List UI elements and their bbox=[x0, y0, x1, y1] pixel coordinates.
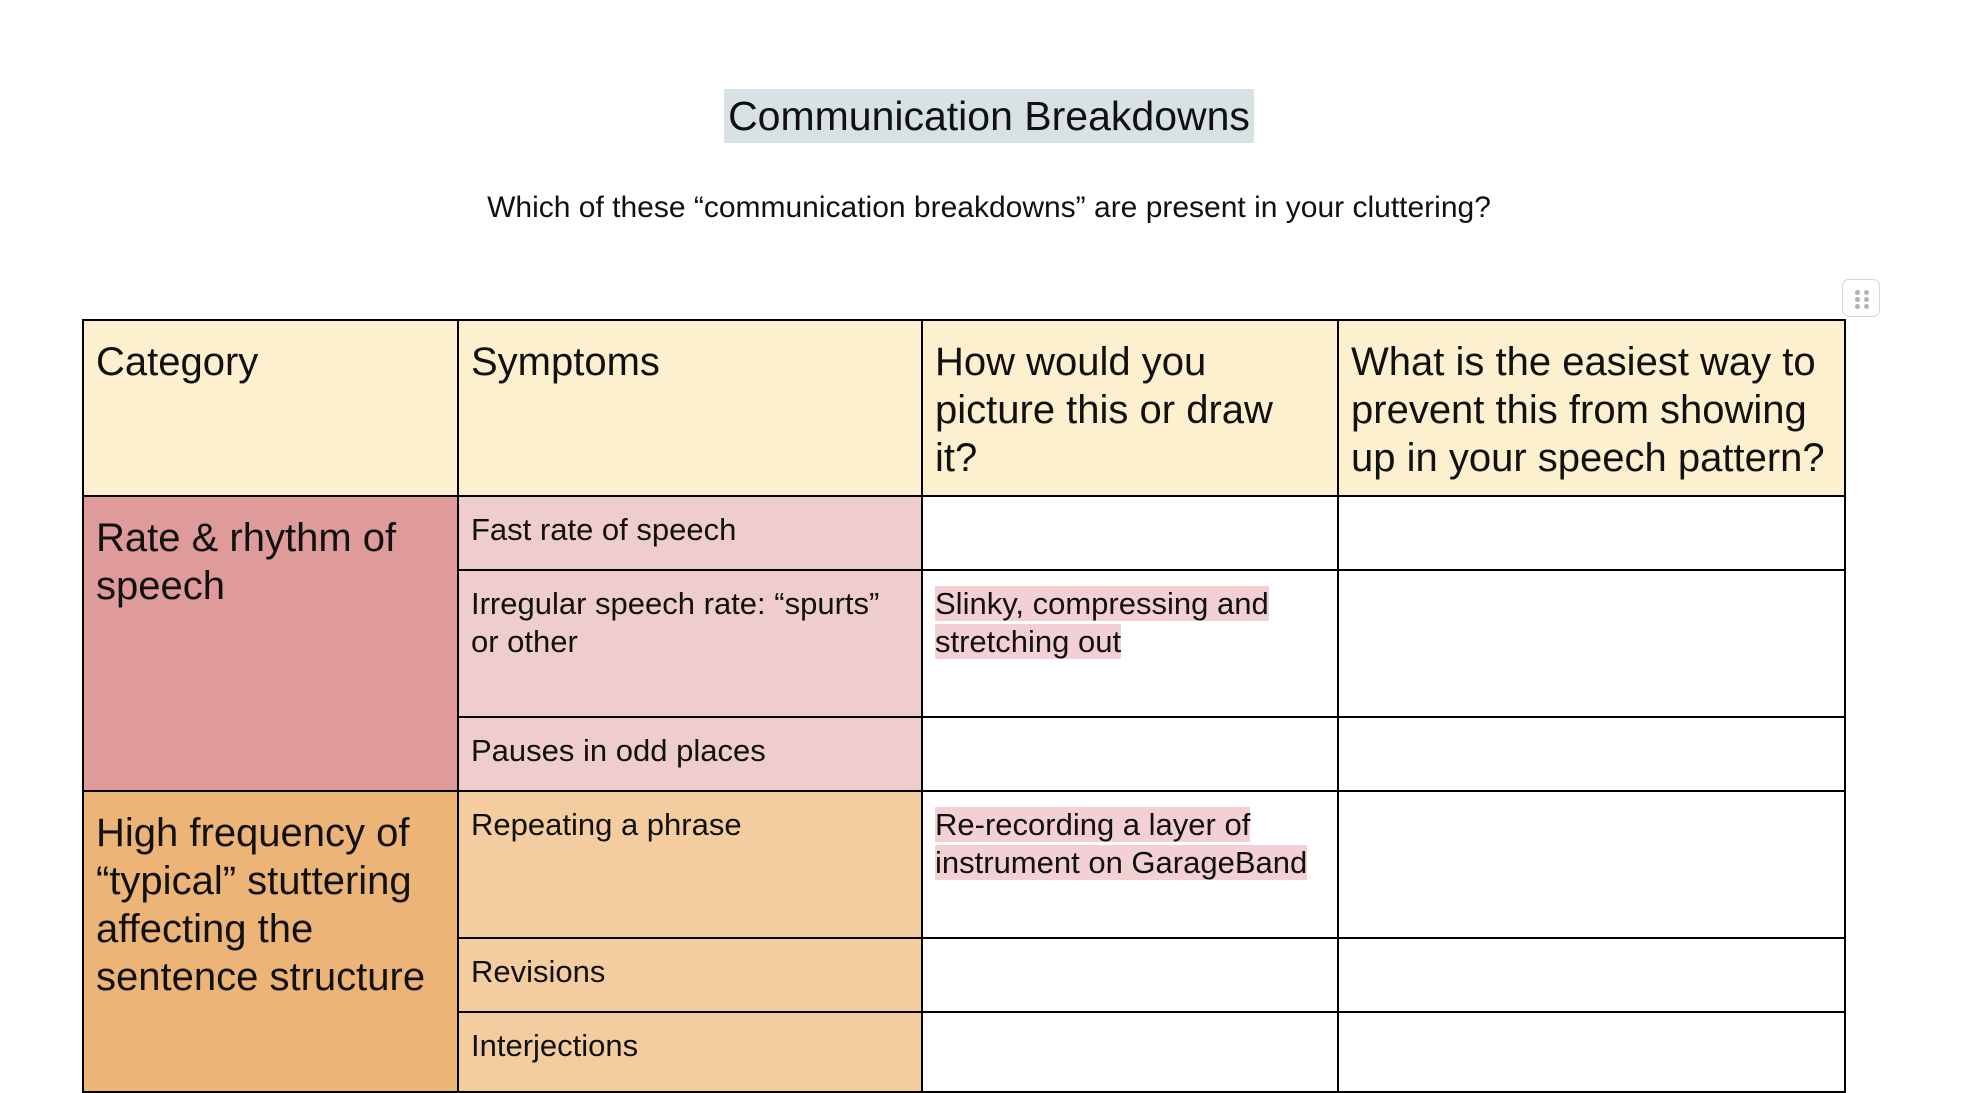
table-header-row bbox=[83, 320, 1845, 496]
symptom-cell[interactable]: Pauses in odd places bbox=[458, 717, 922, 791]
symptom-cell[interactable]: Fast rate of speech bbox=[458, 496, 922, 570]
document-title-text: Communication Breakdowns bbox=[724, 89, 1254, 143]
header-prevent[interactable]: What is the easiest way to prevent this from showing up in your speech pattern? bbox=[1338, 320, 1845, 496]
breakdowns-table-container bbox=[82, 319, 1844, 1093]
table-row bbox=[83, 496, 1845, 570]
picture-cell[interactable] bbox=[922, 791, 1338, 938]
picture-cell[interactable] bbox=[922, 496, 1338, 570]
picture-cell[interactable] bbox=[922, 717, 1338, 791]
table-drag-handle[interactable] bbox=[1842, 279, 1880, 317]
prevent-cell[interactable] bbox=[1338, 496, 1845, 570]
picture-answer-highlight: Re-recording a layer of instrument on GarageBand bbox=[935, 807, 1308, 880]
prevent-cell[interactable] bbox=[1338, 791, 1845, 938]
header-symptoms[interactable]: Symptoms bbox=[458, 320, 922, 496]
picture-cell[interactable] bbox=[922, 570, 1338, 717]
symptom-cell[interactable]: Irregular speech rate: “spurts” or other bbox=[458, 570, 922, 717]
symptom-cell[interactable]: Revisions bbox=[458, 938, 922, 1012]
document-title bbox=[0, 89, 1978, 143]
header-picture[interactable]: How would you picture this or draw it? bbox=[922, 320, 1338, 496]
table-row bbox=[83, 791, 1845, 938]
breakdowns-table bbox=[82, 319, 1846, 1093]
header-category[interactable]: Category bbox=[83, 320, 458, 496]
picture-cell[interactable] bbox=[922, 1012, 1338, 1092]
category-cell-rate-rhythm[interactable]: Rate & rhythm of speech bbox=[83, 496, 458, 791]
prevent-cell[interactable] bbox=[1338, 570, 1845, 717]
drag-handle-icon bbox=[1855, 290, 1869, 308]
document-subtitle: Which of these “communication breakdowns” are present in your cluttering? bbox=[487, 191, 1491, 224]
symptom-cell[interactable]: Repeating a phrase bbox=[458, 791, 922, 938]
prevent-cell[interactable] bbox=[1338, 938, 1845, 1012]
category-cell-stuttering[interactable]: High frequency of “typical” stuttering affecting the sentence structure bbox=[83, 791, 458, 1092]
prevent-cell[interactable] bbox=[1338, 1012, 1845, 1092]
symptom-cell[interactable]: Interjections bbox=[458, 1012, 922, 1092]
picture-answer-highlight: Slinky, compressing and stretching out bbox=[935, 586, 1269, 659]
picture-cell[interactable] bbox=[922, 938, 1338, 1012]
prevent-cell[interactable] bbox=[1338, 717, 1845, 791]
